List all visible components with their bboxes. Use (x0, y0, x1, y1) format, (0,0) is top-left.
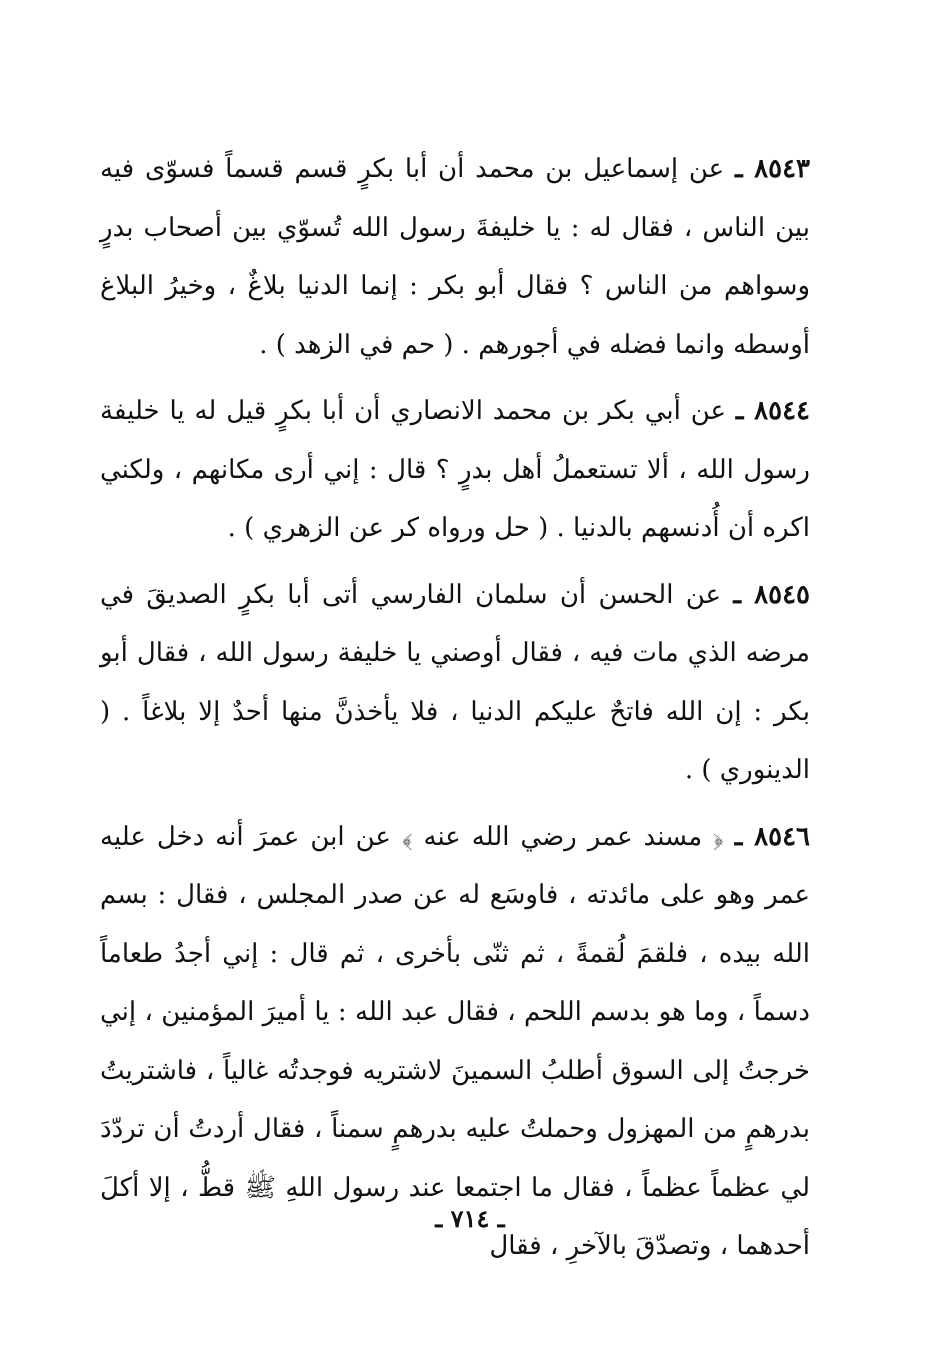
entry-text: عن إسماعيل بن محمد أن أبا بكرٍ قسم قسماً فسوّى فيه بين الناس ، فقال له : يا خليفةَ رسول الله تُسوّي بين أصحاب بدرٍ وسواهم من الناس ؟ فقال أبو بكر : إنما الدنيا بلاغٌ ، وخيرُ البلاغ أوسطه وانما فضله في أجورهم . ( حم في الزهد ) . (100, 154, 810, 360)
hadith-entry-8544 (100, 382, 810, 558)
entry-number: ٨٥٤٥ ـ (733, 579, 811, 610)
hadith-entry-8545 (100, 566, 810, 800)
page-body-text (100, 140, 810, 1276)
entry-text: عن أبي بكر بن محمد الانصاري أن أبا بكرٍ قيل له يا خليفة رسول الله ، ألا تستعملُ أهل بدرٍ ؟ قال : إني أرى مكانهم ، ولكني اكره أن أُدنسهم بالدنيا . ( حل ورواه كر عن الزهري ) . (100, 396, 810, 543)
hadith-entry-8543 (100, 140, 810, 374)
entry-number: ٨٥٤٣ ـ (734, 154, 811, 184)
entry-text: ﴿ مسند عمر رضي الله عنه ﴾ عن ابن عمرَ أنه دخل عليه عمر وهو على مائدته ، فاوسَع له عن صدر المجلس ، فقال : بسم الله بيده ، فلقمَ لُقمةً ، ثم ثنّى بأخرى ، ثم قال : إني أجدُ طعاماً دسماً ، وما هو بدسم اللحم ، فقال عبد الله : يا أميرَ المؤمنين ، إني خرجتُ إلى السوق أطلبُ السمينَ لاشتريه فوجدتُه غالياً ، فاشتريتُ بدرهمٍ من المهزول وحملتُ عليه بدرهمٍ سمناً ، فقال أردتُ أن تردّدَ لي عظماً عظماً ، فقال ما اجتمعا عند رسول اللهِ ﷺ قطُّ ، إلا أكلَ أحدهما ، وتصدّقَ بالآخرِ ، فقال (100, 821, 810, 1261)
entry-number: ٨٥٤٤ ـ (735, 396, 811, 426)
entry-number: ٨٥٤٦ ـ (734, 821, 811, 852)
page-number: ـ ٧١٤ ـ (435, 1204, 505, 1233)
entry-text: عن الحسن أن سلمان الفارسي أتى أبا بكرٍ الصديقَ في مرضه الذي مات فيه ، فقال أوصني يا خليفة رسول الله ، فقال أبو بكر : إن الله فاتحٌ عليكم الدنيا ، فلا يأخذنَّ منها أحدٌ إلا بلاغاً . ( الدينوري ) . (100, 579, 810, 785)
